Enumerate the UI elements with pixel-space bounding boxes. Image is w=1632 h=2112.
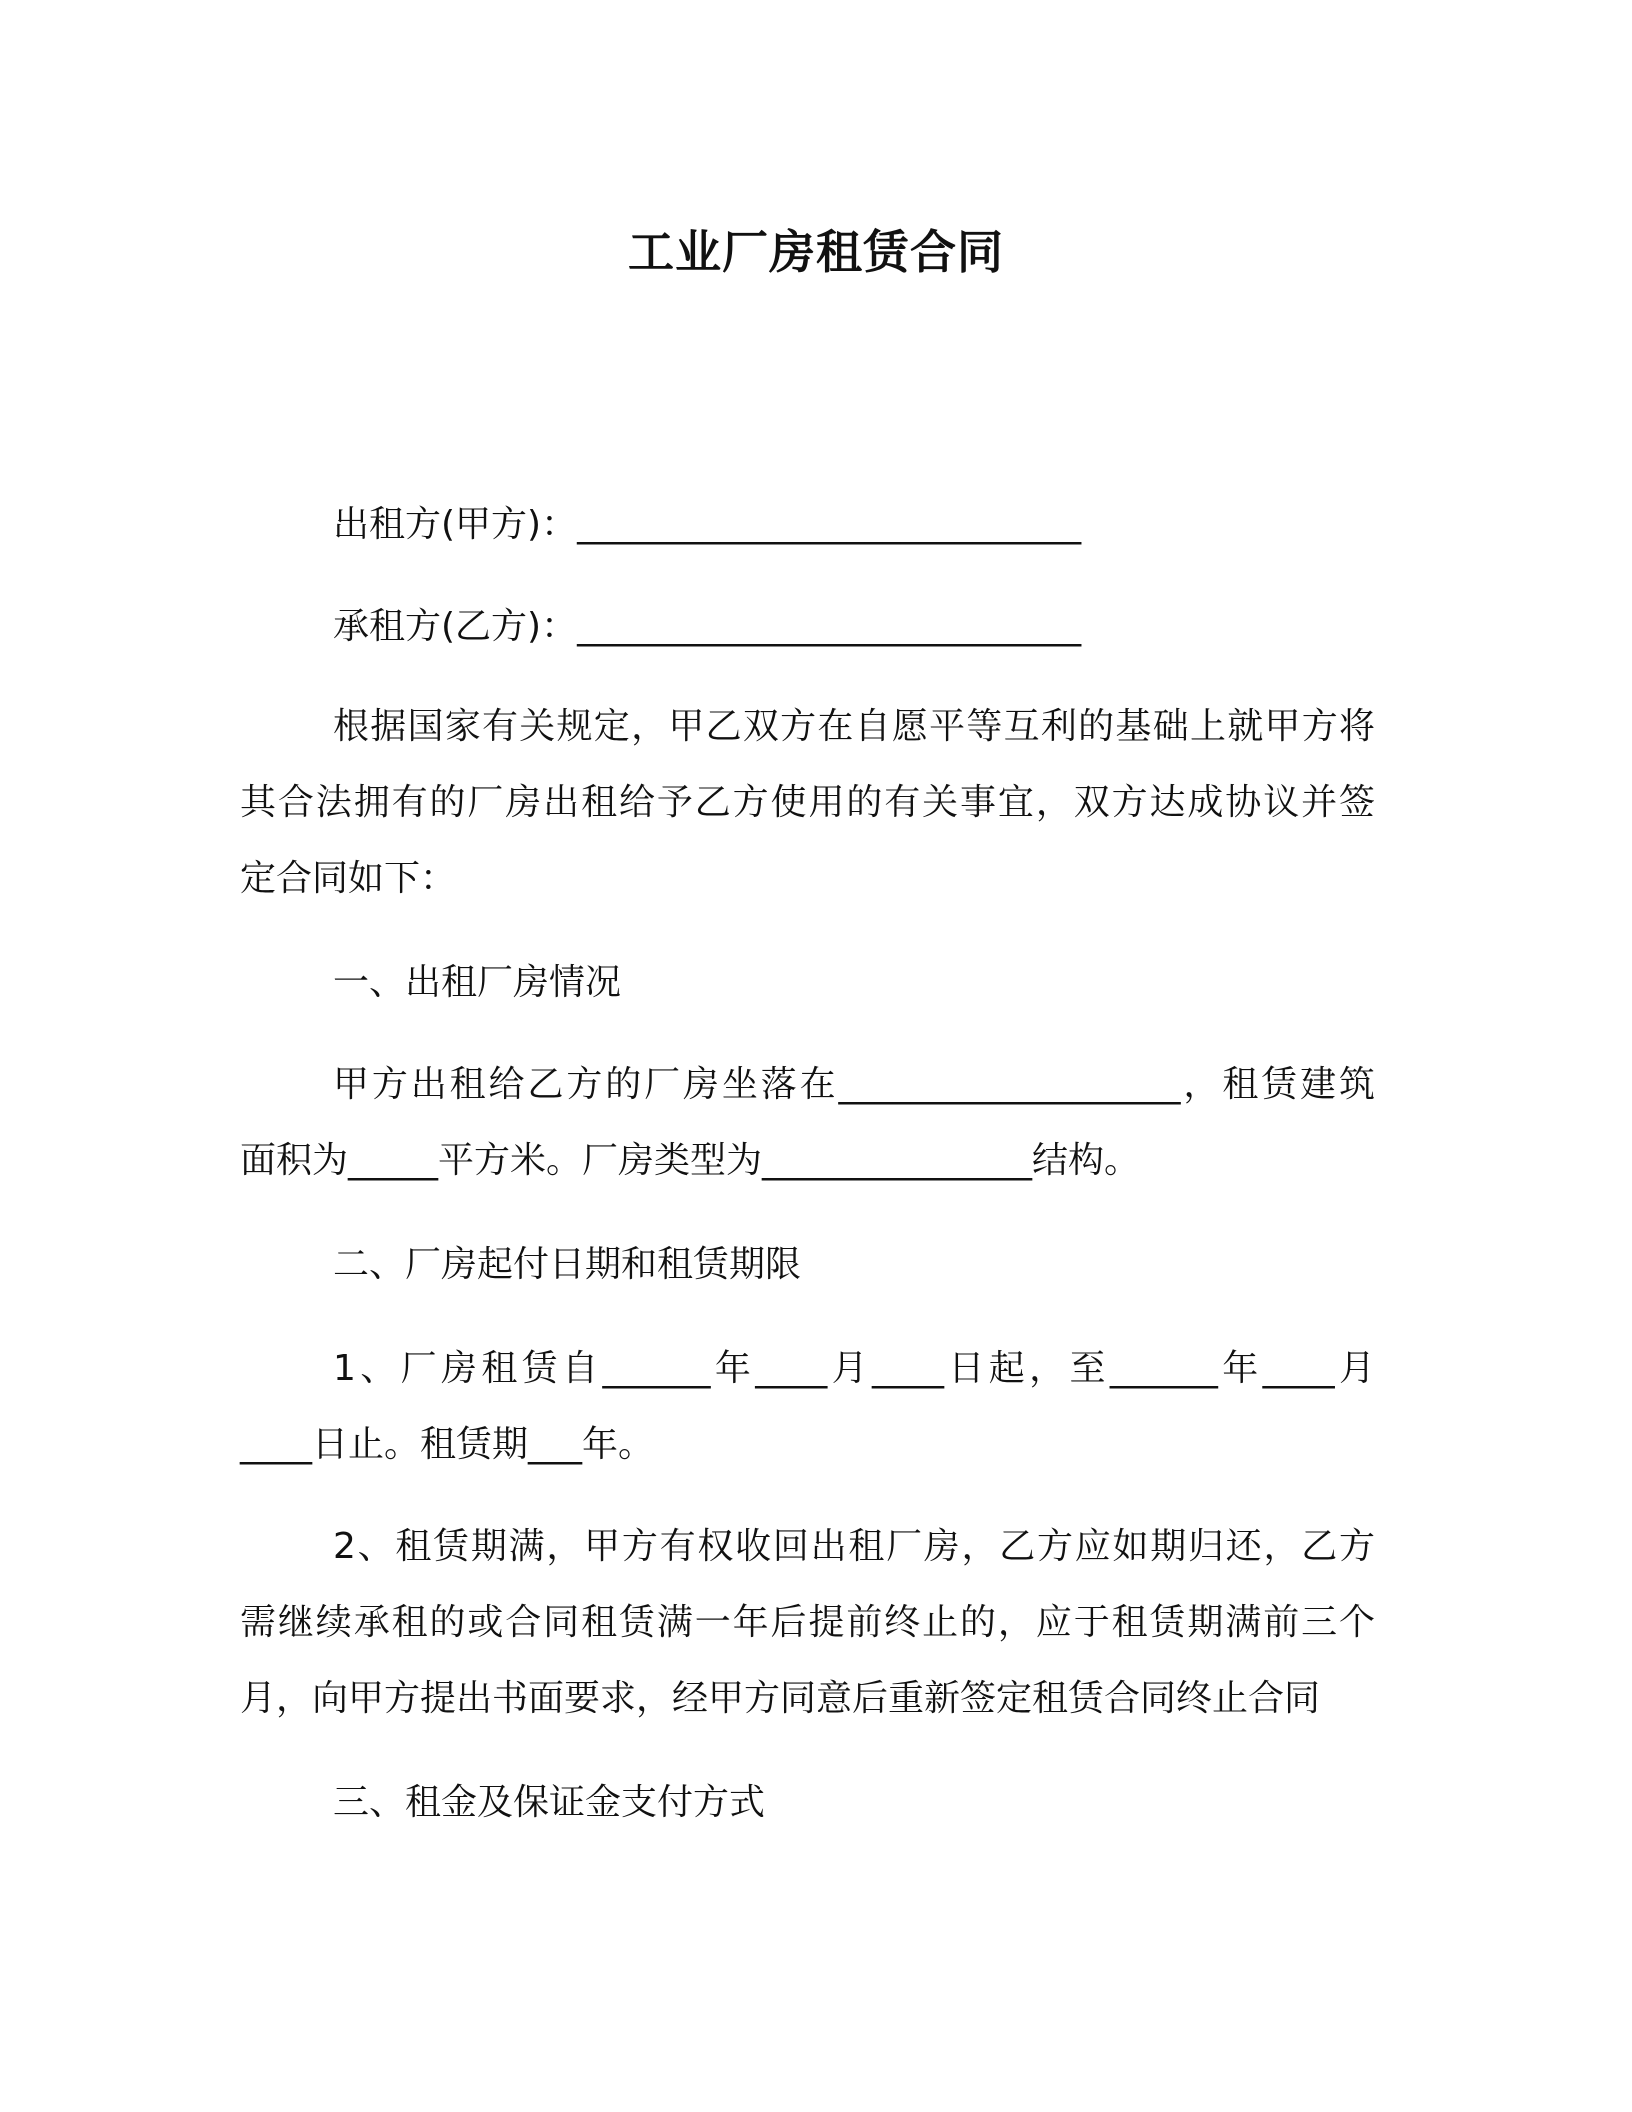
lessor-field: 出租方(甲方)：____________________________ [333,504,1082,545]
section-heading: 三、租金及保证金支付方式 [333,1782,766,1823]
preamble-line: 其合法拥有的厂房出租给予乙方使用的有关事宜，双方达成协议并签 [240,782,1375,823]
paragraph-line: ____日止。租赁期___年。 [240,1424,655,1465]
lessee-field: 承租方(乙方)：____________________________ [333,606,1082,647]
paragraph-line: 2、租赁期满，甲方有权收回出租厂房，乙方应如期归还，乙方 [333,1526,1375,1567]
paragraph-line: 1、厂房租赁自______年____月____日起，至______年____月 [333,1348,1375,1389]
preamble-line: 根据国家有关规定，甲乙双方在自愿平等互利的基础上就甲方将 [333,706,1375,747]
document-title: 工业厂房租赁合同 [628,225,1004,279]
section-heading: 一、出租厂房情况 [333,962,622,1003]
paragraph-line: 需继续承租的或合同租赁满一年后提前终止的，应于租赁期满前三个 [240,1602,1375,1643]
paragraph-line: 甲方出租给乙方的厂房坐落在___________________，租赁建筑 [333,1064,1375,1105]
paragraph-line: 面积为_____平方米。厂房类型为_______________结构。 [240,1140,1141,1181]
section-heading: 二、厂房起付日期和租赁期限 [333,1244,802,1285]
paragraph-line: 月，向甲方提出书面要求，经甲方同意后重新签定租赁合同终止合同 [240,1678,1321,1719]
preamble-line: 定合同如下： [240,858,457,899]
